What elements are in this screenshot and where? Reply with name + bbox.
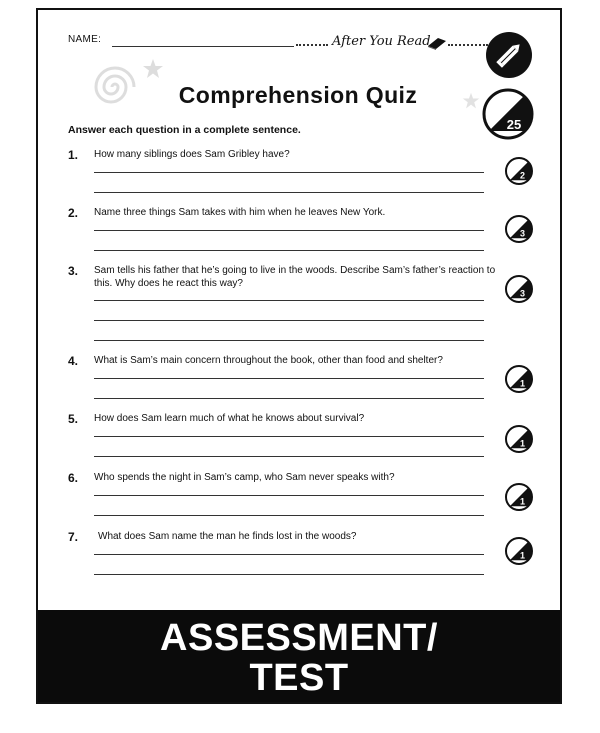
points-value: 2: [519, 170, 526, 181]
answer-line[interactable]: [94, 495, 484, 496]
question-text: Sam tells his father that he’s going to live in the woods. Describe Sam’s father’s reaction to this. Why does he react this way?: [94, 265, 496, 289]
question-number: 1.: [68, 148, 79, 162]
answer-line[interactable]: [94, 456, 484, 457]
answer-line[interactable]: [94, 554, 484, 555]
question-number: 6.: [68, 471, 79, 485]
points-value: 3: [519, 288, 526, 299]
question-number: 3.: [68, 264, 79, 278]
answer-line[interactable]: [94, 436, 484, 437]
points-value: 1: [519, 550, 526, 561]
answer-line[interactable]: [94, 300, 484, 301]
question-number: 7.: [68, 530, 79, 544]
answer-line[interactable]: [94, 398, 484, 399]
score-total-icon: [482, 88, 534, 140]
points-badge-icon: [504, 156, 534, 186]
question-text: How many siblings does Sam Gribley have?: [94, 149, 290, 160]
question-text: What is Sam’s main concern throughout the book, other than food and shelter?: [94, 355, 443, 366]
answer-line[interactable]: [94, 192, 484, 193]
points-badge-icon: [504, 424, 534, 454]
footer-line-1: ASSESSMENT/: [160, 617, 438, 659]
section-label: After You Read: [332, 34, 431, 49]
question-text: Who spends the night in Sam’s camp, who Sam never speaks with?: [94, 472, 395, 483]
question-text: Name three things Sam takes with him when he leaves New York.: [94, 207, 386, 218]
footer-banner: [38, 610, 560, 702]
answer-line[interactable]: [94, 340, 484, 341]
points-value: 1: [519, 438, 526, 449]
answer-line[interactable]: [94, 172, 484, 173]
points-badge-icon: [504, 536, 534, 566]
swirl-decoration-icon: [90, 62, 140, 112]
points-badge-icon: [504, 214, 534, 244]
answer-line[interactable]: [94, 515, 484, 516]
score-total: 25: [506, 117, 522, 132]
points-badge-icon: [504, 482, 534, 512]
pencil-icon: [484, 30, 534, 80]
name-label: NAME:: [68, 34, 102, 45]
answer-line[interactable]: [94, 574, 484, 575]
instructions: Answer each question in a complete sentence.: [68, 124, 301, 136]
points-badge-icon: [504, 274, 534, 304]
answer-line[interactable]: [94, 230, 484, 231]
name-field[interactable]: [112, 46, 294, 47]
points-badge-icon: [504, 364, 534, 394]
star-decoration-icon: [142, 58, 164, 80]
question-text: What does Sam name the man he finds lost in the woods?: [98, 531, 357, 542]
answer-line[interactable]: [94, 378, 484, 379]
dotted-divider-right: [448, 44, 488, 46]
question-number: 4.: [68, 354, 79, 368]
worksheet-page: [36, 8, 562, 704]
dotted-divider: [296, 44, 328, 46]
book-icon: [426, 36, 448, 50]
page-title: Comprehension Quiz: [178, 82, 418, 108]
answer-line[interactable]: [94, 250, 484, 251]
points-value: 3: [519, 228, 526, 239]
question-number: 2.: [68, 206, 79, 220]
question-number: 5.: [68, 412, 79, 426]
star-decoration-right-icon: [462, 92, 480, 110]
question-text: How does Sam learn much of what he knows about survival?: [94, 413, 365, 424]
footer-line-2: TEST: [249, 657, 349, 699]
answer-line[interactable]: [94, 320, 484, 321]
points-value: 1: [519, 496, 526, 507]
points-value: 1: [519, 378, 526, 389]
